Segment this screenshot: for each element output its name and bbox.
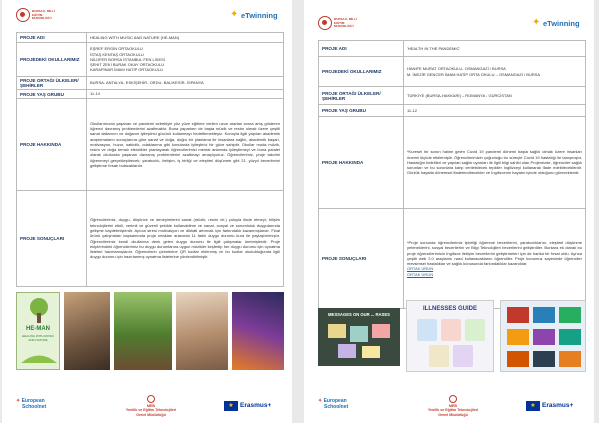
row-label: PROJEDEKİ OKULLARIMIZ: [319, 57, 404, 87]
meb-yegitek-logo: [111, 395, 191, 417]
european-schoolnet-logo: [16, 399, 46, 410]
right-page: [304, 0, 594, 423]
row-label: PROJE ADI: [319, 41, 404, 57]
about-text: *Kuresel bir sorun haline gelen Covid 19 pandemi dönemi başta sağlık olmak üzere insanları önemli ölçüde etkilemiştir. Öğrencilerimizin çoğunluğu bu süreçte Covid 19 hastalığı ile tanışmıştır. Hastalığın belirtileri ve yapılan sağlık uyarıları ile ilgili bilgi sahibi olan Projemizde, öğrenciler sağlık sorunları ve bu sorunlara karşı verilebilecek tepkiler İngilizceyi kullanarak ifade edebileceklerdir. Günlük hayatta dönemsel ifadelendirecekler ve İngilizcenin hayatın içinde olduğunu göreceklerdir.: [404, 117, 586, 209]
results-text: Öğrencilerimiz, duygu, düşünce ve deneyimlerini sanat (müzik, resim vb.) yoluyla ifade etmeyi; bilişim teknolojilerini etkili, verimli ve güvenli şekilde kullanabilme ve sanat, sosyal ve sorumluluk duygularında gelişme kaydetmişlerdir. Ayrıca stresi motivasyon ve dikkati artırmak için farkındalık kazanmışlardır. Final ürünü çalışmaları kapsamında proje ortakları arasında 11 farklı duygu durumu kura ile paylaştırılmıştır. Öğrencilerimiz kendi okullarına denk gelen duygu durumu ile ilgili çalışmalar üretmişlerdir. Proje ekiplerindeki öğrencilerimiz bu duygu durumlarına uygun müzikler keşfedip her duygu durumu için oynatma listeleri hazırlamışlardır. Öğrencilerin çizimlerine QR kodlar eklenmiş ve bu kodlar okutulduğunda ilgili duygu durumu için hazırlanmış oynatma listelerine yönlendirilmiştir.: [87, 191, 284, 287]
meb-text: MEB: [147, 404, 155, 408]
meb-line1: Yenilik ve Eğitim Teknolojileri: [125, 408, 177, 413]
partner-cities: TÜRKİYE (BURSA-HAKKARİ) – ROMANYA - GÜRCİSTAN: [404, 87, 586, 105]
european-schoolnet-logo: [318, 399, 348, 410]
table-row: [319, 117, 586, 209]
eu-flag-icon: ★: [224, 401, 238, 411]
page-header: [16, 6, 282, 26]
table-row: [17, 43, 284, 77]
project-info-table: [318, 40, 586, 309]
page-footer: [318, 395, 584, 417]
project-name: 'HEALTH IN THE PANDEMIC': [404, 41, 586, 57]
bursa-meb-logo: [318, 14, 362, 34]
etwinning-logo: [230, 8, 282, 24]
schoolnet-line2: Schoolnet: [22, 403, 47, 410]
collage-art: [501, 301, 586, 372]
schoolnet-line1: European: [21, 398, 45, 404]
student-photo: [64, 292, 110, 370]
schoolnet-line2: Schoolnet: [324, 403, 349, 410]
school-item: EŞREF ERGİN ORTAOKULU: [90, 46, 143, 52]
erasmus-logo: [526, 401, 584, 411]
row-label: PROJE SONUÇLARI: [319, 209, 404, 309]
partner-cities: BURSA- ANTALYA- ESKİŞEHİR- ORDU- BALIKESİR- İSPANYA: [87, 77, 284, 90]
row-label: PROJE YAŞ GRUBU: [17, 90, 87, 99]
etwinning-logo: [532, 16, 584, 32]
erasmus-text: Erasmus+: [542, 402, 574, 409]
table-row: [319, 209, 586, 309]
row-label: PROJE ADI: [17, 33, 87, 43]
messages-title: MESSAGES ON OUR ... RASES: [328, 312, 390, 317]
schoolnet-mark-icon: ✦: [318, 398, 323, 404]
erasmus-text: Erasmus+: [240, 402, 272, 409]
table-row: [319, 41, 586, 57]
school-item: HANIFE MURAT ORTAOKULU- OSMANGAZİ / BURSA: [407, 66, 506, 72]
logo-text: BURSA İL MİLLİ EĞİTİM MÜDÜRLÜĞÜ: [32, 9, 55, 20]
row-label: PROJE SONUÇLARI: [17, 191, 87, 287]
meb-seal-icon: [318, 16, 332, 30]
illnesses-guide-image: [406, 300, 494, 372]
schools-list: [404, 57, 586, 87]
table-row: [319, 57, 586, 87]
table-row: [17, 33, 284, 43]
row-label: PROJE YAŞ GRUBU: [319, 105, 404, 117]
table-row: [319, 87, 586, 105]
etwinning-star-icon: ✦: [230, 9, 239, 20]
messages-art: [318, 308, 400, 366]
artwork-photo: [232, 292, 284, 370]
meb-text: MEB: [449, 404, 457, 408]
results-cell: [404, 209, 586, 309]
school-item: NİLÜFER BORSA İSTANBUL FEN LİSESİ: [90, 56, 165, 62]
eu-flag-icon: ★: [526, 401, 540, 411]
meb-line1: Yenilik ve Eğitim Teknolojileri: [427, 408, 479, 413]
page-footer: [16, 395, 282, 417]
illnesses-title: ILLNESSES GUIDE: [422, 306, 477, 312]
row-label: PROJE ORTAĞI ÜLKELER/ŞEHİRLER: [319, 87, 404, 105]
age-group: 11-14: [87, 90, 284, 99]
poster-subtitle: HEALING WITH MUSIC AND NATURE: [21, 334, 55, 342]
row-label: PROJE HAKKINDA: [319, 117, 404, 209]
illnesses-art: [407, 301, 494, 372]
logo-text: BURSA İL MİLLİ EĞİTİM MÜDÜRLÜĞÜ: [334, 17, 357, 28]
poster-title: HE-MAN: [26, 326, 50, 332]
about-text: Okullarımızda yaşanan ve pandemi sebebiyle yüz yüze eğitime verilen uzun aradan sonra artış gösteren öğrenci davranış problemlerini azaltmaktır. Buna yaparken de başta müzik ve resim olmak üzere çeşitli sanat dallarının ve doğanın iyileştirici gücünü kullanmayı hedeflemekteyiz. Konuyla ilgili yapılan akademik araştırmaların sonuçlarına göre sanat ve doğa, doğru bir planlama ile insanlara sağlık, akademik başarı, motivasyon, huzur, sakinlik, odaklanma gibi konularda iyileştirici bir güce sahiptir. Okullar moda müzik, resim ve doğa temalı etkinlikler planlayarak öğrencilerimizi mental anlamda iyileştirmeyi ve buna paralel olarak okulunda yaşanan davranış problemlerini azaltmayı amaçlıyoruz. Öğrencilerimiz, proje takvimi öğrenmeyi gerçekleştirecek; yaratıcılık, iletişim, iş birliği ve eleştirel düşünme gibi 21. yüzyıl becerilerini geliştirme fırsatı bulacaklardır.: [87, 99, 284, 191]
project-name: HEALING WITH MUSIC AND NATURE (HE-MAN): [87, 33, 284, 43]
project-info-table: [16, 32, 284, 287]
table-row: [17, 191, 284, 287]
school-item: KARAPINAR İMAM HATİP ORTAOKULU: [90, 67, 163, 73]
ortak-urun-link[interactable]: ORTAK ÜRÜN: [407, 271, 434, 277]
erasmus-logo: [224, 401, 282, 411]
messages-image: [318, 308, 400, 366]
schoolnet-mark-icon: ✦: [16, 398, 21, 404]
drawing-photo: [176, 292, 228, 370]
meb-seal-icon: [449, 395, 457, 403]
ortak-urun-link[interactable]: ORTAK ÜRÜN: [407, 266, 434, 272]
table-row: [17, 90, 284, 99]
row-label: PROJE HAKKINDA: [17, 99, 87, 191]
row-label: PROJE ORTAĞI ÜLKELER/ŞEHİRLER: [17, 77, 87, 90]
table-row: [17, 99, 284, 191]
meb-seal-icon: [147, 395, 155, 403]
row-label: PROJEDEKİ OKULLARIMIZ: [17, 43, 87, 77]
left-page: [2, 0, 292, 423]
schools-list: [87, 43, 284, 77]
etwinning-text: eTwinning: [543, 19, 580, 28]
results-text: *Proje sonunda öğrencilerimiz işbirliği öğrenme becerilerini, yaratıcılıklarını, eleştirel düşünme yeteneklerini, sosyal becerilerini ve Bilgi Teknolojileri becerilerini geliştirdiler. Bunlara ek olarak bu proje öğrencilerimizin İngilizce iletişim becerilerini geliştirmeleri için de harika bir fırsat oldu. Ayrıca çeşitli web 2.0 araçlarını nasıl kullanacaklarını öğrendiler. Proje konumuz sayesinde öğrenciler mevsimsel hastalıklar ve sağlık konusunda farkındalıklar kazandılar.: [407, 239, 582, 267]
etwinning-star-icon: ✦: [532, 17, 541, 28]
meb-line2: Genel Müdürlüğü: [136, 412, 166, 417]
table-row: [319, 105, 586, 117]
meb-line2: Genel Müdürlüğü: [438, 412, 468, 417]
page-header: [318, 14, 584, 34]
table-row: [17, 77, 284, 90]
school-item: ŞEHİT ZEKİ BURAK OKAY ORTAOKULU: [90, 62, 165, 68]
meb-yegitek-logo: [413, 395, 493, 417]
age-group: 11-12: [404, 105, 586, 117]
collage-image: [500, 300, 586, 372]
school-item: M. İNEZİR GENCER İMAM HATİP ORTA OKULU – OSMANGAZİ / BURSA: [407, 71, 541, 77]
meb-seal-icon: [16, 8, 30, 22]
bursa-meb-logo: [16, 6, 60, 26]
school-item: İSTAŞ KENTAŞ ORTAOKULU: [90, 51, 144, 57]
heman-poster-image: [16, 292, 60, 370]
schoolnet-line1: European: [323, 398, 347, 404]
garden-photo: [114, 292, 172, 370]
etwinning-text: eTwinning: [241, 11, 278, 20]
